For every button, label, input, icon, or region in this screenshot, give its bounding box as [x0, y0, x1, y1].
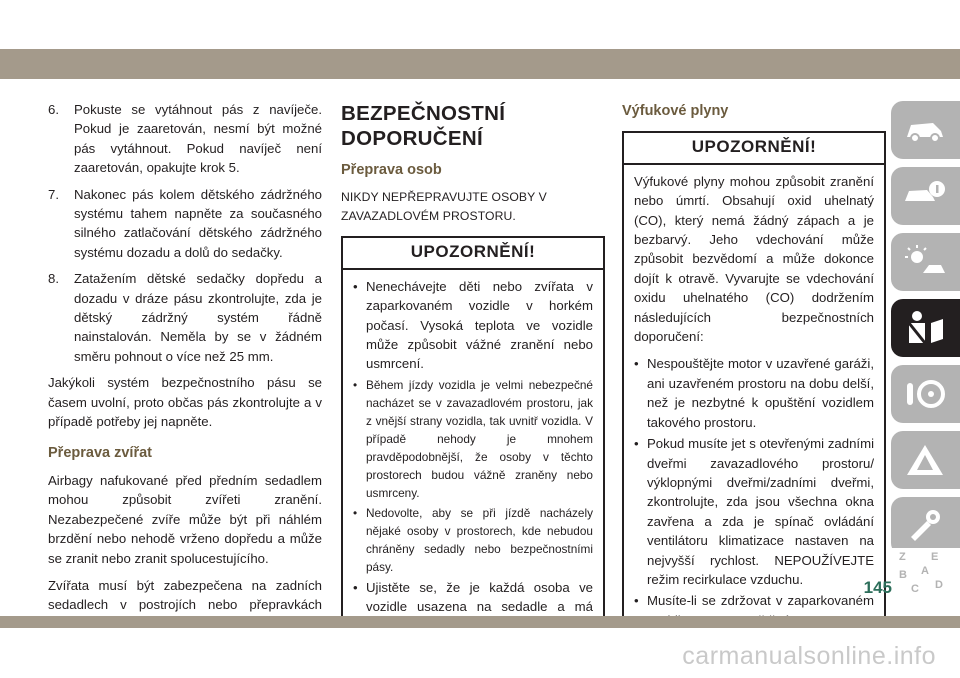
numbered-step: [48, 269, 322, 366]
warning-paragraph: Výfukové plyny mohou způsobit zranění nebo úmrtí. Obsahují oxid uhelnatý (CO), který nemá žádný zápach a je bezbarvý. Jeho vdechování může způsobit bezvědomí a může dokonce dojít k otravě. Vyvarujte se vdechování oxidu uhelnatého (CO) dodržením následujících bezpečnostních doporučení:: [634, 173, 874, 345]
tab-safety[interactable]: [891, 299, 960, 357]
bullet-text: Pokud musíte jet s otevřenými zadními dveřmi zavazadlového prostoru/ výklopnými dveřmi/zadními dveřmi, zkontrolujte, zda jsou všechna okna zavřena a zda je spínač ovládání ventilátoru klimatizace nastaven na nejvyšší rychlost. NEPOUŽÍVEJTE režim recirkulace vzduchu.: [647, 436, 874, 587]
warning-bullet: • Ujistěte se, že je každá osoba ve vozidle usazena na sedadle a má: [353, 578, 593, 636]
bullet-text: Nespouštějte motor v uzavřené garáži, ani uzavřeném prostoru na dobu delší, než je nezbytné k opuštění vozidlem takového prostoru.: [647, 356, 874, 430]
numbered-step: [48, 185, 322, 263]
footer-band: [0, 616, 960, 628]
svg-text:A: A: [921, 565, 929, 577]
header-band: [0, 49, 960, 79]
watermark: carmanualsonline.info: [682, 642, 936, 670]
warning-body: [343, 270, 603, 646]
page-number: 145: [863, 578, 892, 597]
bullet-text: Během jízdy vozidla je velmi nebezpečné nacházet se v zavazadlovém prostoru, jak z vnější strany vozidla, tak uvnitř vozidla. V případě nehody je mnohem pravděpodobnější, že osoby v těchto prostorech budou vážně zraněny nebo usmrceny.: [366, 377, 593, 500]
step-number: 8.: [48, 271, 59, 287]
tab-service[interactable]: [891, 497, 960, 555]
tab-car-info[interactable]: [891, 101, 960, 159]
bullet-text: Musíte-li se zdržovat v zaparkovaném: [647, 593, 874, 609]
service-wrench-icon: [903, 507, 947, 545]
step-number: 7.: [48, 186, 59, 202]
warning-bullet: • Musíte-li se zdržovat v zaparkovaném: [634, 591, 874, 649]
column-right: [622, 100, 886, 652]
svg-text:D: D: [935, 579, 943, 591]
top-margin: [0, 0, 960, 49]
warning-bullet: • Nedovolte, aby se při jízdě nacházely nějaké osoby v prostorech, kde nebudou chráněny sedadly nebo bezpečnostními pásy.: [353, 505, 593, 574]
bullet-text: Nedovolte, aby se při jízdě nacházely nějaké osoby v prostorech, kde nebudou chráněny sedadly nebo bezpečnostními pásy.: [366, 505, 593, 574]
tab-starting-driving[interactable]: [891, 365, 960, 423]
safety-seatbelt-icon: [903, 309, 947, 347]
starting-driving-icon: [903, 375, 947, 413]
tab-emergency[interactable]: [891, 431, 960, 489]
warning-box-exhaust: [622, 131, 886, 649]
step-text: Pokuste se vytáhnout pás z navíječe. Pokud je zaaretován, nesmí být možné pás vytáhnout. Pokud navíječ není zaaretován, opakujte krok 5.: [74, 102, 322, 176]
step-text: Zatažením dětské sedačky dopředu a dozadu v dráze pásu zkontrolujte, zda je dětský zádržný systém řádně nainstalován. Neměla by se v žádném směru pohnout o více než 25 mm.: [74, 271, 322, 364]
warning-title: UPOZORNĚNÍ!: [343, 238, 603, 269]
warning-bullet: • Nespouštějte motor v uzavřené garáži, ani uzavřeném prostoru na dobu delší, než je nezbytné k opuštění vozidlem takového prostoru.: [634, 354, 874, 432]
svg-text:E: E: [931, 551, 939, 563]
svg-text:Z: Z: [899, 551, 906, 563]
dashboard-lights-icon: [903, 243, 947, 281]
svg-text:B: B: [899, 569, 907, 581]
column-middle: [341, 100, 605, 648]
car-info-icon: [903, 111, 947, 149]
paragraph-airbags-animals: Airbagy nafukované před předním sedadlem mohou způsobit zvířeti zranění. Nezabezpečené zvíře může být při náhlém brzdění nebo nehodě vrženo dopředu a může se zranit nebo zranit spolucestujícího.: [48, 472, 322, 566]
warning-body: [624, 165, 884, 650]
tab-getting-to-know[interactable]: [891, 167, 960, 225]
emergency-triangle-icon: [903, 441, 947, 479]
step-text: Nakonec pás kolem dětského zádržného systému tahem napněte za současného silného zatlačování dětského zádržného systému dozadu a dolů do sedačky.: [74, 186, 322, 260]
car-info-circle-icon: [903, 177, 947, 215]
step-number: 6.: [48, 102, 59, 117]
warning-bullet: • Nenechávejte děti nebo zvířata v zaparkovaném vozidle v horkém počasí. Vysoká teplota ve vozidle může způsobit vážné zranění nebo usmrcení.: [353, 277, 593, 374]
index-letters-icon: [891, 548, 960, 604]
heading-exhaust-gases: Výfukové plyny: [622, 103, 729, 119]
warning-bullet: • Pokud musíte jet s otevřenými zadními dveřmi zavazadlového prostoru/ výklopnými dveřmi/zadními dveřmi, zkontrolujte, zda jsou všechna okna zavřena a zda je spínač ovládání ventilátoru klimatizace nastaven na nejvyšší rychlost. NEPOUŽÍVEJTE režim recirkulace vzduchu.: [634, 434, 874, 589]
paragraph-belt-check: Jakýkoli systém bezpečnostního pásu se časem uvolní, proto občas pás zkontrolujte a v případě potřeby jej napněte.: [48, 375, 322, 430]
chapter-tabs: [891, 101, 960, 604]
section-title: BEZPEČNOSTNÍ DOPORUČENÍ: [341, 102, 506, 150]
bullet-text: Ujistěte se, že je každá osoba ve vozidle usazena na sedadle a má: [366, 579, 593, 615]
bullet-text: Nenechávejte děti nebo zvířata v zaparkovaném vozidle v horkém počasí. Vysoká teplota ve vozidle může způsobit vážné zranění nebo usmrcení.: [366, 278, 593, 372]
warning-title: UPOZORNĚNÍ!: [624, 133, 884, 164]
column-left: [48, 100, 322, 642]
warning-box: [341, 236, 605, 648]
tab-index[interactable]: [891, 548, 960, 604]
svg-text:C: C: [911, 583, 919, 595]
paragraph-animal-restraint: Zvířata musí být zabezpečena na zadních sedadlech v postrojích nebo přepravkách: [48, 577, 322, 613]
numbered-step: [48, 100, 322, 178]
heading-passenger-transport: Přeprava osob: [341, 162, 442, 178]
tab-instrument-panel[interactable]: [891, 233, 960, 291]
warning-bullet: • Během jízdy vozidla je velmi nebezpečné nacházet se v zavazadlovém prostoru, jak z vnější strany vozidla, tak uvnitř vozidla. V případě nehody je mnohem pravděpodobnější, že osoby v těchto prostorech budou vážně zraněny nebo usmrceny.: [353, 377, 593, 500]
caps-notice: NIKDY NEPŘEPRAVUJTE OSOBY V ZAVAZADLOVÉM PROSTORU.: [341, 190, 547, 224]
heading-animal-transport: Přeprava zvířat: [48, 444, 152, 461]
